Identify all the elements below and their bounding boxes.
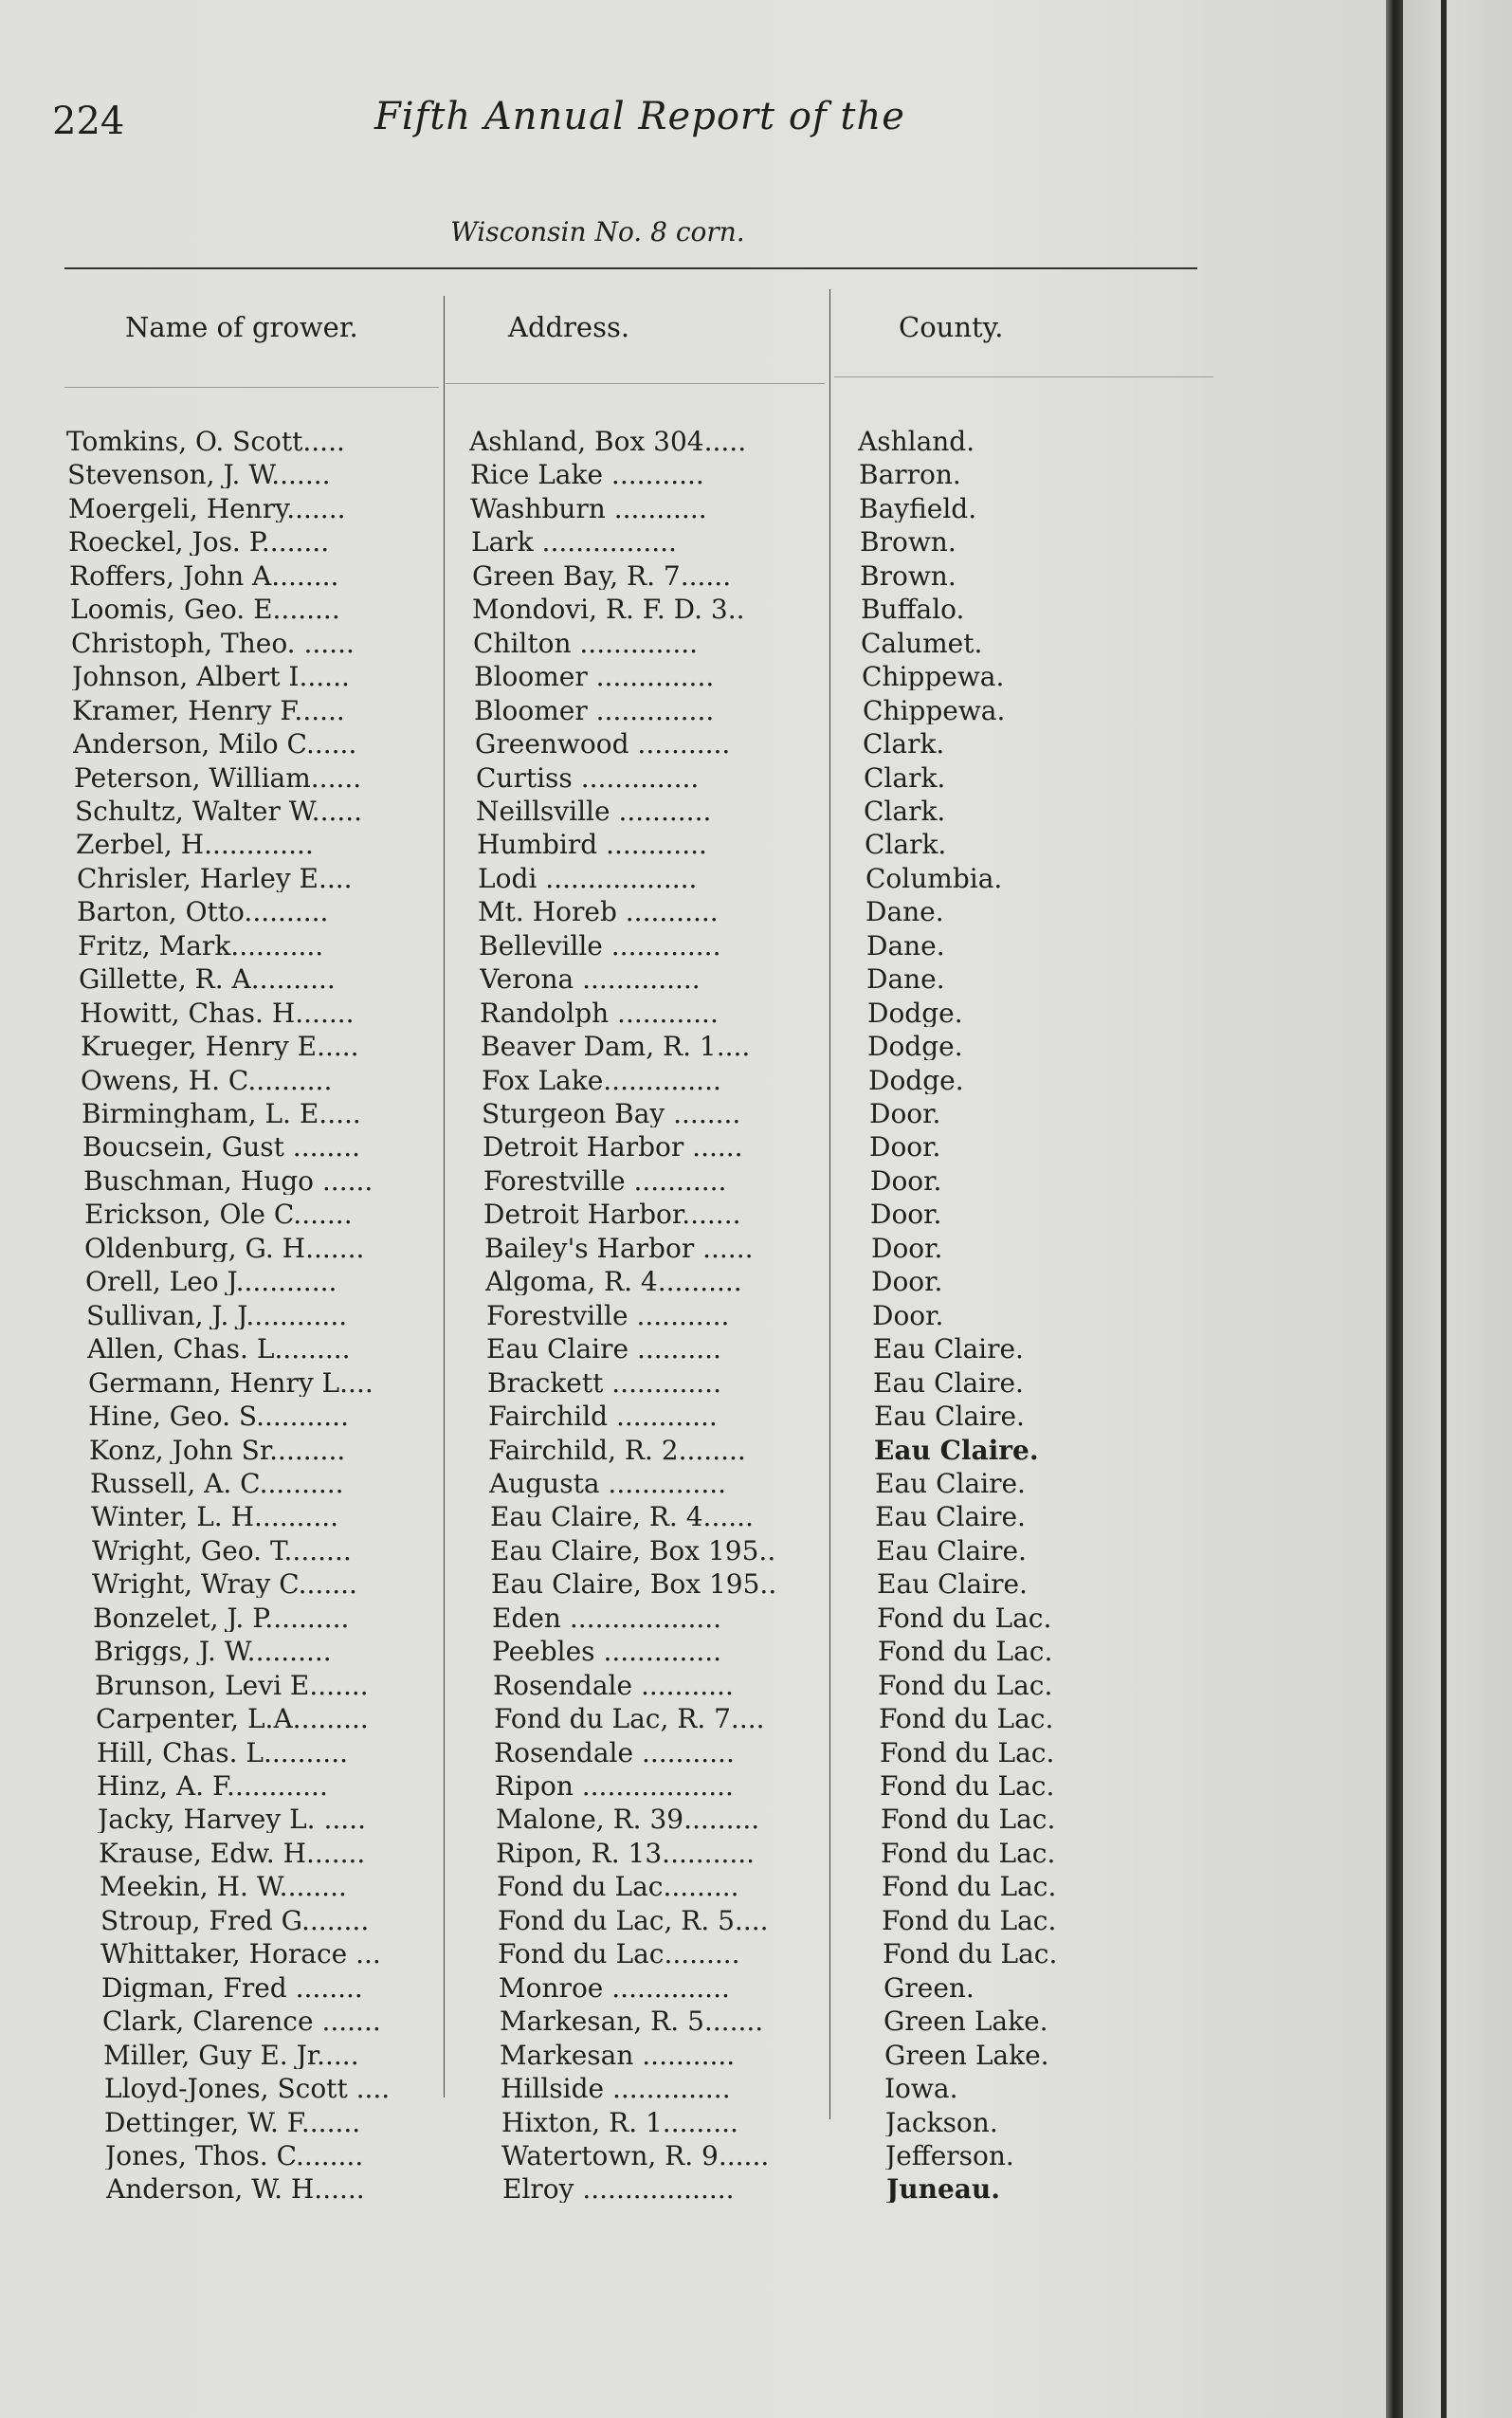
grower-address: Fox Lake.............. <box>482 1068 721 1094</box>
grower-address: Humbird ............ <box>477 832 707 858</box>
grower-address: Rice Lake ........... <box>470 462 704 488</box>
binding-line <box>1441 0 1447 2418</box>
grower-county: Buffalo. <box>861 596 965 623</box>
grower-address: Lark ................ <box>471 529 677 556</box>
grower-name: Anderson, Milo C...... <box>73 731 357 758</box>
grower-address: Ripon .................. <box>495 1773 734 1800</box>
grower-name: Brunson, Levi E....... <box>95 1673 369 1699</box>
grower-address: Bloomer .............. <box>474 698 715 724</box>
table-top-rule <box>64 267 1197 269</box>
grower-address: Detroit Harbor....... <box>483 1201 741 1228</box>
grower-address: Neillsville ........... <box>476 798 712 825</box>
grower-address: Fairchild, R. 2........ <box>488 1438 746 1464</box>
page-number: 224 <box>52 100 125 143</box>
grower-county: Eau Claire. <box>874 1403 1025 1430</box>
grower-name: Tomkins, O. Scott..... <box>66 429 345 455</box>
grower-county: Door. <box>871 1269 943 1295</box>
grower-address: Fond du Lac......... <box>498 1941 740 1968</box>
grower-county: Clark. <box>864 765 946 792</box>
grower-county: Eau Claire. <box>873 1336 1024 1363</box>
grower-address: Eau Claire, R. 4...... <box>490 1504 754 1530</box>
grower-county: Chippewa. <box>863 698 1006 724</box>
grower-county: Fond du Lac. <box>879 1706 1054 1732</box>
grower-name: Stevenson, J. W....... <box>67 462 331 488</box>
grower-name: Buschman, Hugo ...... <box>83 1168 373 1195</box>
grower-county: Clark. <box>863 731 945 758</box>
grower-name: Germann, Henry L.... <box>88 1370 373 1397</box>
grower-county: Eau Claire. <box>874 1438 1039 1464</box>
grower-county: Door. <box>869 1101 941 1127</box>
column-divider-right <box>829 289 830 2119</box>
grower-address: Markesan, R. 5....... <box>500 2008 764 2035</box>
table-title: Wisconsin No. 8 corn. <box>450 216 745 247</box>
column-header-address: Address. <box>508 311 630 343</box>
column-header-name: Name of grower. <box>125 311 358 343</box>
grower-name: Johnson, Albert I...... <box>72 664 350 690</box>
grower-name: Wright, Geo. T........ <box>92 1538 352 1565</box>
grower-county: Fond du Lac. <box>878 1639 1053 1665</box>
grower-county: Fond du Lac. <box>882 1874 1057 1900</box>
grower-address: Detroit Harbor ...... <box>483 1134 743 1161</box>
grower-address: Ripon, R. 13........... <box>496 1841 756 1867</box>
grower-county: Barron. <box>859 462 961 488</box>
grower-address: Fairchild ............ <box>488 1403 718 1430</box>
grower-county: Dodge. <box>867 1034 963 1060</box>
grower-address: Mondovi, R. F. D. 3.. <box>472 596 745 623</box>
grower-address: Mt. Horeb ........... <box>478 899 719 925</box>
header-underline-name <box>64 387 439 388</box>
grower-name: Briggs, J. W.......... <box>94 1639 332 1665</box>
grower-name: Oldenburg, G. H....... <box>84 1236 365 1262</box>
grower-name: Allen, Chas. L......... <box>87 1336 351 1363</box>
grower-name: Zerbel, H............. <box>76 832 314 858</box>
grower-name: Boucsein, Gust ........ <box>82 1134 361 1161</box>
grower-name: Birmingham, L. E..... <box>82 1101 361 1127</box>
grower-address: Forestville ........... <box>483 1168 727 1195</box>
grower-county: Door. <box>869 1134 941 1161</box>
grower-address: Curtiss .............. <box>476 765 700 792</box>
grower-address: Hillside .............. <box>501 2076 731 2102</box>
grower-name: Jones, Thos. C........ <box>105 2143 364 2170</box>
grower-address: Fond du Lac......... <box>497 1874 739 1900</box>
grower-county: Fond du Lac. <box>881 1841 1056 1867</box>
grower-address: Hixton, R. 1......... <box>501 2110 738 2136</box>
grower-name: Lloyd-Jones, Scott .... <box>104 2076 391 2102</box>
grower-address: Rosendale ........... <box>494 1740 735 1767</box>
grower-name: Fritz, Mark........... <box>78 933 324 960</box>
grower-name: Peterson, William...... <box>74 765 362 792</box>
grower-name: Konz, John Sr......... <box>89 1438 346 1464</box>
grower-name: Digman, Fred ........ <box>101 1975 363 2002</box>
grower-name: Hinz, A. F............ <box>97 1773 328 1800</box>
grower-name: Chrisler, Harley E.... <box>77 866 353 892</box>
grower-address: Ashland, Box 304..... <box>469 429 747 455</box>
grower-name: Hill, Chas. L.......... <box>97 1740 349 1767</box>
grower-address: Green Bay, R. 7...... <box>472 563 732 590</box>
grower-name: Howitt, Chas. H....... <box>80 1000 355 1027</box>
grower-county: Eau Claire. <box>877 1571 1028 1598</box>
grower-address: Bailey's Harbor ...... <box>484 1236 754 1262</box>
grower-county: Clark. <box>865 832 947 858</box>
grower-county: Juneau. <box>886 2176 1001 2203</box>
grower-address: Algoma, R. 4.......... <box>485 1269 742 1295</box>
grower-county: Bayfield. <box>859 496 977 522</box>
grower-name: Dettinger, W. F....... <box>104 2110 361 2136</box>
grower-county: Door. <box>872 1303 944 1329</box>
header-underline-county <box>834 376 1213 377</box>
grower-address: Brackett ............. <box>487 1370 721 1397</box>
grower-address: Beaver Dam, R. 1.... <box>481 1034 751 1060</box>
grower-county: Clark. <box>864 798 946 825</box>
grower-name: Kramer, Henry F...... <box>72 698 345 724</box>
grower-county: Door. <box>871 1236 943 1262</box>
grower-county: Brown. <box>860 529 956 556</box>
grower-county: Fond du Lac. <box>877 1605 1052 1632</box>
grower-county: Eau Claire. <box>873 1370 1024 1397</box>
grower-name: Moergeli, Henry....... <box>68 496 346 522</box>
grower-name: Schultz, Walter W...... <box>75 798 363 825</box>
grower-name: Christoph, Theo. ...... <box>71 631 355 657</box>
grower-address: Eau Claire, Box 195.. <box>491 1571 777 1598</box>
grower-name: Bonzelet, J. P.......... <box>93 1605 350 1632</box>
grower-county: Fond du Lac. <box>880 1773 1055 1800</box>
grower-address: Lodi .................. <box>478 866 698 892</box>
grower-county: Dane. <box>865 899 944 925</box>
grower-county: Calumet. <box>861 631 983 657</box>
grower-address: Eau Claire, Box 195.. <box>490 1538 776 1565</box>
grower-county: Door. <box>870 1201 942 1228</box>
grower-county: Fond du Lac. <box>878 1673 1053 1699</box>
grower-address: Greenwood ........... <box>475 731 731 758</box>
grower-address: Washburn ........... <box>470 496 707 522</box>
grower-county: Fond du Lac. <box>880 1740 1055 1767</box>
grower-county: Eau Claire. <box>875 1504 1026 1530</box>
grower-name: Barton, Otto.......... <box>77 899 329 925</box>
grower-name: Owens, H. C.......... <box>81 1068 333 1094</box>
grower-name: Roffers, John A........ <box>69 563 339 590</box>
grower-county: Dodge. <box>867 1000 963 1027</box>
grower-county: Eau Claire. <box>875 1471 1026 1497</box>
grower-name: Stroup, Fred G........ <box>100 1908 370 1934</box>
column-divider-left <box>444 296 445 2097</box>
grower-name: Wright, Wray C....... <box>92 1571 357 1598</box>
grower-county: Green. <box>884 1975 975 2002</box>
grower-name: Anderson, W. H...... <box>106 2176 365 2203</box>
grower-address: Belleville ............. <box>479 933 721 960</box>
grower-name: Orell, Leo J............ <box>85 1269 337 1295</box>
grower-county: Brown. <box>860 563 956 590</box>
grower-county: Eau Claire. <box>876 1538 1027 1565</box>
grower-county: Chippewa. <box>862 664 1005 690</box>
grower-county: Jefferson. <box>885 2143 1014 2170</box>
grower-address: Randolph ............ <box>480 1000 719 1027</box>
grower-address: Eau Claire .......... <box>486 1336 721 1363</box>
grower-county: Fond du Lac. <box>882 1908 1057 1934</box>
grower-county: Dane. <box>866 933 945 960</box>
grower-county: Green Lake. <box>884 2042 1049 2069</box>
grower-address: Malone, R. 39......... <box>496 1806 760 1833</box>
grower-name: Krueger, Henry E..... <box>81 1034 359 1060</box>
grower-address: Fond du Lac, R. 5.... <box>498 1908 769 1934</box>
grower-name: Roeckel, Jos. P........ <box>68 529 330 556</box>
grower-name: Whittaker, Horace ... <box>100 1941 381 1968</box>
grower-county: Green Lake. <box>884 2008 1048 2035</box>
header-underline-address <box>446 383 825 384</box>
grower-address: Augusta .............. <box>489 1471 727 1497</box>
grower-name: Loomis, Geo. E........ <box>70 596 340 623</box>
grower-address: Elroy .................. <box>502 2176 735 2203</box>
grower-county: Jackson. <box>885 2110 998 2136</box>
grower-address: Watertown, R. 9...... <box>501 2143 770 2170</box>
column-header-county: County. <box>899 311 1004 343</box>
grower-address: Verona .............. <box>480 966 701 993</box>
grower-name: Carpenter, L.A......... <box>96 1706 369 1732</box>
grower-address: Monroe .............. <box>499 1975 730 2002</box>
grower-address: Peebles .............. <box>492 1639 722 1665</box>
grower-address: Forestville ........... <box>486 1303 730 1329</box>
grower-county: Columbia. <box>865 866 1003 892</box>
adjacent-page-edge <box>1403 0 1512 2418</box>
grower-address: Markesan ........... <box>500 2042 736 2069</box>
grower-name: Jacky, Harvey L. ..... <box>98 1806 366 1833</box>
grower-name: Russell, A. C.......... <box>90 1471 344 1497</box>
grower-name: Sullivan, J. J............ <box>86 1303 348 1329</box>
grower-name: Meekin, H. W........ <box>100 1874 347 1900</box>
grower-county: Ashland. <box>858 429 975 455</box>
grower-name: Winter, L. H.......... <box>91 1504 339 1530</box>
grower-county: Fond du Lac. <box>883 1941 1058 1968</box>
grower-address: Fond du Lac, R. 7.... <box>494 1706 765 1732</box>
grower-address: Bloomer .............. <box>474 664 715 690</box>
grower-name: Miller, Guy E. Jr..... <box>103 2042 359 2069</box>
grower-county: Dane. <box>866 966 945 993</box>
grower-county: Iowa. <box>884 2076 958 2102</box>
page-gutter-shadow <box>1386 0 1403 2418</box>
grower-name: Gillette, R. A.......... <box>79 966 336 993</box>
grower-name: Erickson, Ole C....... <box>84 1201 353 1228</box>
grower-county: Dodge. <box>868 1068 964 1094</box>
grower-address: Eden .................. <box>492 1605 722 1632</box>
grower-county: Fond du Lac. <box>881 1806 1056 1833</box>
grower-name: Krause, Edw. H....... <box>99 1841 366 1867</box>
grower-address: Rosendale ........... <box>493 1673 734 1699</box>
grower-address: Chilton .............. <box>473 631 699 657</box>
running-title: Fifth Annual Report of the <box>374 95 905 138</box>
grower-name: Hine, Geo. S........... <box>88 1403 349 1430</box>
grower-name: Clark, Clarence ....... <box>102 2008 381 2035</box>
grower-address: Sturgeon Bay ........ <box>482 1101 741 1127</box>
grower-county: Door. <box>870 1168 942 1195</box>
